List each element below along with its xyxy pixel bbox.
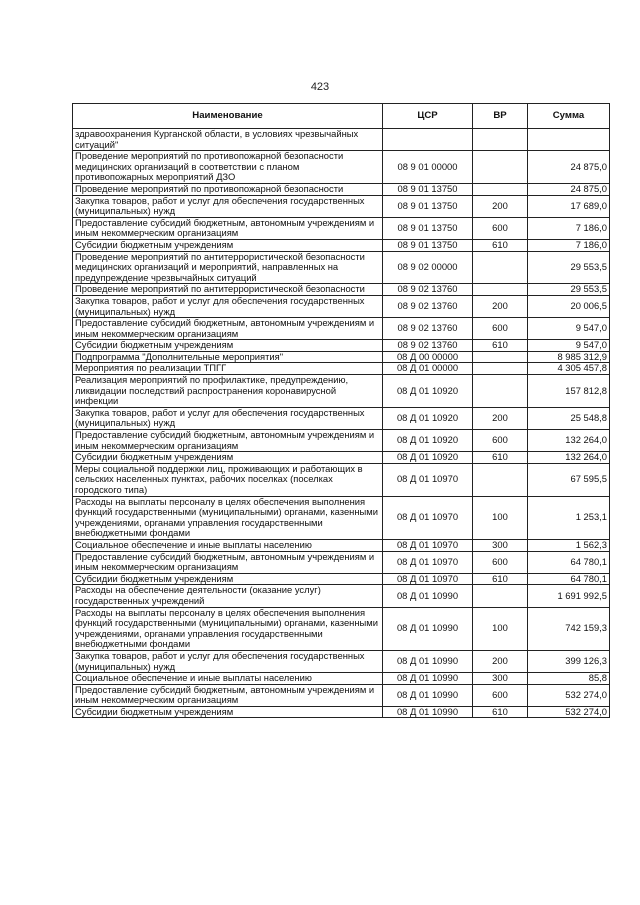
- cell-csr: 08 Д 01 10920: [383, 430, 473, 452]
- cell-vr: 610: [473, 239, 528, 251]
- cell-vr: 600: [473, 318, 528, 340]
- cell-csr: 08 9 01 13750: [383, 195, 473, 217]
- cell-name: Предоставление субсидий бюджетным, автономным учреждениям и иным некоммерческим организациям: [73, 684, 383, 706]
- cell-name: Закупка товаров, работ и услуг для обеспечения государственных (муниципальных) нужд: [73, 295, 383, 317]
- table-row: [73, 407, 610, 429]
- table-row: [73, 463, 610, 496]
- cell-sum: 7 186,0: [528, 217, 610, 239]
- cell-name: Субсидии бюджетным учреждениям: [73, 706, 383, 718]
- table-row: [73, 239, 610, 251]
- cell-vr: 300: [473, 539, 528, 551]
- cell-csr: 08 Д 01 10990: [383, 684, 473, 706]
- cell-name: Проведение мероприятий по антитеррористической безопасности: [73, 284, 383, 296]
- table-row: [73, 340, 610, 352]
- cell-vr: 100: [473, 496, 528, 539]
- cell-csr: 08 Д 01 00000: [383, 363, 473, 375]
- cell-name: Проведение мероприятий по антитеррористической безопасности медицинских организаций и мероприятий, направленных на предупреждение чрезвычайных ситуаций: [73, 251, 383, 284]
- cell-name: Закупка товаров, работ и услуг для обеспечения государственных (муниципальных) нужд: [73, 407, 383, 429]
- cell-sum: 532 274,0: [528, 684, 610, 706]
- cell-csr: 08 Д 01 10990: [383, 706, 473, 718]
- cell-csr: 08 9 02 13760: [383, 295, 473, 317]
- cell-csr: 08 Д 01 10990: [383, 585, 473, 607]
- cell-csr: 08 9 01 13750: [383, 217, 473, 239]
- cell-sum: 1 562,3: [528, 539, 610, 551]
- cell-name: Закупка товаров, работ и услуг для обеспечения государственных (муниципальных) нужд: [73, 650, 383, 672]
- cell-name: Мероприятия по реализации ТПГГ: [73, 363, 383, 375]
- cell-name: Проведение мероприятий по противопожарной безопасности медицинских организаций в соответствии с планом противопожарных мероприятий ДЗО: [73, 151, 383, 184]
- cell-vr: 610: [473, 340, 528, 352]
- cell-sum: 7 186,0: [528, 239, 610, 251]
- cell-vr: [473, 363, 528, 375]
- table-row: [73, 684, 610, 706]
- table-row: [73, 251, 610, 284]
- cell-csr: 08 Д 01 10970: [383, 539, 473, 551]
- table-row: [73, 318, 610, 340]
- table-row: [73, 607, 610, 650]
- table-row: [73, 573, 610, 585]
- cell-vr: 300: [473, 673, 528, 685]
- cell-csr: 08 Д 01 10990: [383, 650, 473, 672]
- header-name: Наименование: [73, 104, 383, 129]
- cell-sum: 742 159,3: [528, 607, 610, 650]
- cell-name: Расходы на обеспечение деятельности (оказание услуг) государственных учреждений: [73, 585, 383, 607]
- cell-sum: 1 691 992,5: [528, 585, 610, 607]
- cell-vr: [473, 284, 528, 296]
- table-row: [73, 650, 610, 672]
- cell-sum: 399 126,3: [528, 650, 610, 672]
- cell-vr: 200: [473, 295, 528, 317]
- cell-vr: [473, 585, 528, 607]
- cell-name: Социальное обеспечение и иные выплаты населению: [73, 539, 383, 551]
- cell-csr: 08 Д 01 10970: [383, 551, 473, 573]
- cell-vr: 600: [473, 430, 528, 452]
- cell-csr: 08 Д 01 10920: [383, 407, 473, 429]
- cell-vr: 200: [473, 195, 528, 217]
- cell-name: Предоставление субсидий бюджетным, автономным учреждениям и иным некоммерческим организациям: [73, 217, 383, 239]
- cell-vr: 200: [473, 650, 528, 672]
- cell-name: Реализация мероприятий по профилактике, предупреждению, ликвидации последствий распространения коронавирусной инфекции: [73, 375, 383, 408]
- cell-sum: 532 274,0: [528, 706, 610, 718]
- cell-csr: 08 9 02 00000: [383, 251, 473, 284]
- cell-vr: 200: [473, 407, 528, 429]
- table-header-row: [73, 104, 610, 129]
- cell-vr: 600: [473, 684, 528, 706]
- cell-sum: 17 689,0: [528, 195, 610, 217]
- cell-sum: 29 553,5: [528, 284, 610, 296]
- cell-vr: 100: [473, 607, 528, 650]
- cell-csr: 08 Д 01 10990: [383, 673, 473, 685]
- table-row: [73, 195, 610, 217]
- cell-name: Расходы на выплаты персоналу в целях обеспечения выполнения функций государственными (муниципальными) органами, казенными учреждениями, органами управления государственными внебюджетными фондами: [73, 496, 383, 539]
- budget-table: [72, 103, 610, 718]
- header-vr: ВР: [473, 104, 528, 129]
- cell-sum: 157 812,8: [528, 375, 610, 408]
- page-number: 423: [310, 81, 330, 93]
- cell-sum: 9 547,0: [528, 340, 610, 352]
- cell-csr: 08 Д 01 10990: [383, 607, 473, 650]
- cell-vr: [473, 251, 528, 284]
- cell-sum: 1 253,1: [528, 496, 610, 539]
- cell-vr: 600: [473, 217, 528, 239]
- cell-name: Субсидии бюджетным учреждениям: [73, 239, 383, 251]
- table-row: [73, 430, 610, 452]
- table-row: [73, 551, 610, 573]
- cell-sum: 67 595,5: [528, 463, 610, 496]
- table-row: [73, 585, 610, 607]
- cell-vr: [473, 463, 528, 496]
- table-row: [73, 452, 610, 464]
- cell-name: Проведение мероприятий по противопожарной безопасности: [73, 183, 383, 195]
- cell-sum: 64 780,1: [528, 551, 610, 573]
- cell-name: Предоставление субсидий бюджетным, автономным учреждениям и иным некоммерческим организациям: [73, 430, 383, 452]
- cell-csr: 08 9 02 13760: [383, 284, 473, 296]
- table-row: [73, 539, 610, 551]
- cell-csr: 08 Д 00 00000: [383, 351, 473, 363]
- cell-name: Закупка товаров, работ и услуг для обеспечения государственных (муниципальных) нужд: [73, 195, 383, 217]
- cell-sum: [528, 129, 610, 151]
- cell-name: Субсидии бюджетным учреждениям: [73, 340, 383, 352]
- cell-sum: 24 875,0: [528, 183, 610, 195]
- cell-name: Социальное обеспечение и иные выплаты населению: [73, 673, 383, 685]
- header-csr: ЦСР: [383, 104, 473, 129]
- cell-sum: 20 006,5: [528, 295, 610, 317]
- cell-vr: [473, 351, 528, 363]
- cell-name: Предоставление субсидий бюджетным, автономным учреждениям и иным некоммерческим организациям: [73, 318, 383, 340]
- table-row: [73, 183, 610, 195]
- table-row: [73, 363, 610, 375]
- table-row: [73, 351, 610, 363]
- cell-vr: [473, 129, 528, 151]
- table-row: [73, 151, 610, 184]
- header-sum: Сумма: [528, 104, 610, 129]
- cell-name: Субсидии бюджетным учреждениям: [73, 573, 383, 585]
- cell-csr: 08 Д 01 10920: [383, 375, 473, 408]
- cell-vr: 610: [473, 706, 528, 718]
- cell-csr: 08 Д 01 10970: [383, 463, 473, 496]
- table-row: [73, 706, 610, 718]
- cell-name: Субсидии бюджетным учреждениям: [73, 452, 383, 464]
- cell-csr: 08 9 01 00000: [383, 151, 473, 184]
- cell-sum: 9 547,0: [528, 318, 610, 340]
- cell-csr: 08 Д 01 10970: [383, 496, 473, 539]
- cell-name: Меры социальной поддержки лиц, проживающих и работающих в сельских населенных пунктах, рабочих поселках (поселках городского типа): [73, 463, 383, 496]
- table-row: [73, 217, 610, 239]
- table-body: [73, 129, 610, 718]
- cell-vr: 600: [473, 551, 528, 573]
- cell-csr: 08 9 01 13750: [383, 239, 473, 251]
- cell-sum: 25 548,8: [528, 407, 610, 429]
- cell-csr: 08 Д 01 10920: [383, 452, 473, 464]
- cell-name: Расходы на выплаты персоналу в целях обеспечения выполнения функций государственными (муниципальными) органами, казенными учреждениями, органами управления государственными внебюджетными фондами: [73, 607, 383, 650]
- cell-csr: 08 Д 01 10970: [383, 573, 473, 585]
- cell-name: здравоохранения Курганской области, в условиях чрезвычайных ситуаций": [73, 129, 383, 151]
- cell-vr: [473, 151, 528, 184]
- cell-sum: 8 985 312,9: [528, 351, 610, 363]
- cell-sum: 64 780,1: [528, 573, 610, 585]
- cell-csr: 08 9 01 13750: [383, 183, 473, 195]
- cell-vr: [473, 375, 528, 408]
- table-row: [73, 673, 610, 685]
- cell-vr: 610: [473, 573, 528, 585]
- cell-sum: 85,8: [528, 673, 610, 685]
- cell-csr: [383, 129, 473, 151]
- cell-name: Предоставление субсидий бюджетным, автономным учреждениям и иным некоммерческим организациям: [73, 551, 383, 573]
- cell-vr: [473, 183, 528, 195]
- cell-sum: 132 264,0: [528, 430, 610, 452]
- cell-sum: 29 553,5: [528, 251, 610, 284]
- table-row: [73, 284, 610, 296]
- table-row: [73, 129, 610, 151]
- cell-sum: 4 305 457,8: [528, 363, 610, 375]
- cell-name: Подпрограмма "Дополнительные мероприятия": [73, 351, 383, 363]
- cell-csr: 08 9 02 13760: [383, 340, 473, 352]
- cell-sum: 132 264,0: [528, 452, 610, 464]
- table-row: [73, 295, 610, 317]
- cell-sum: 24 875,0: [528, 151, 610, 184]
- table-row: [73, 375, 610, 408]
- table-row: [73, 496, 610, 539]
- cell-csr: 08 9 02 13760: [383, 318, 473, 340]
- cell-vr: 610: [473, 452, 528, 464]
